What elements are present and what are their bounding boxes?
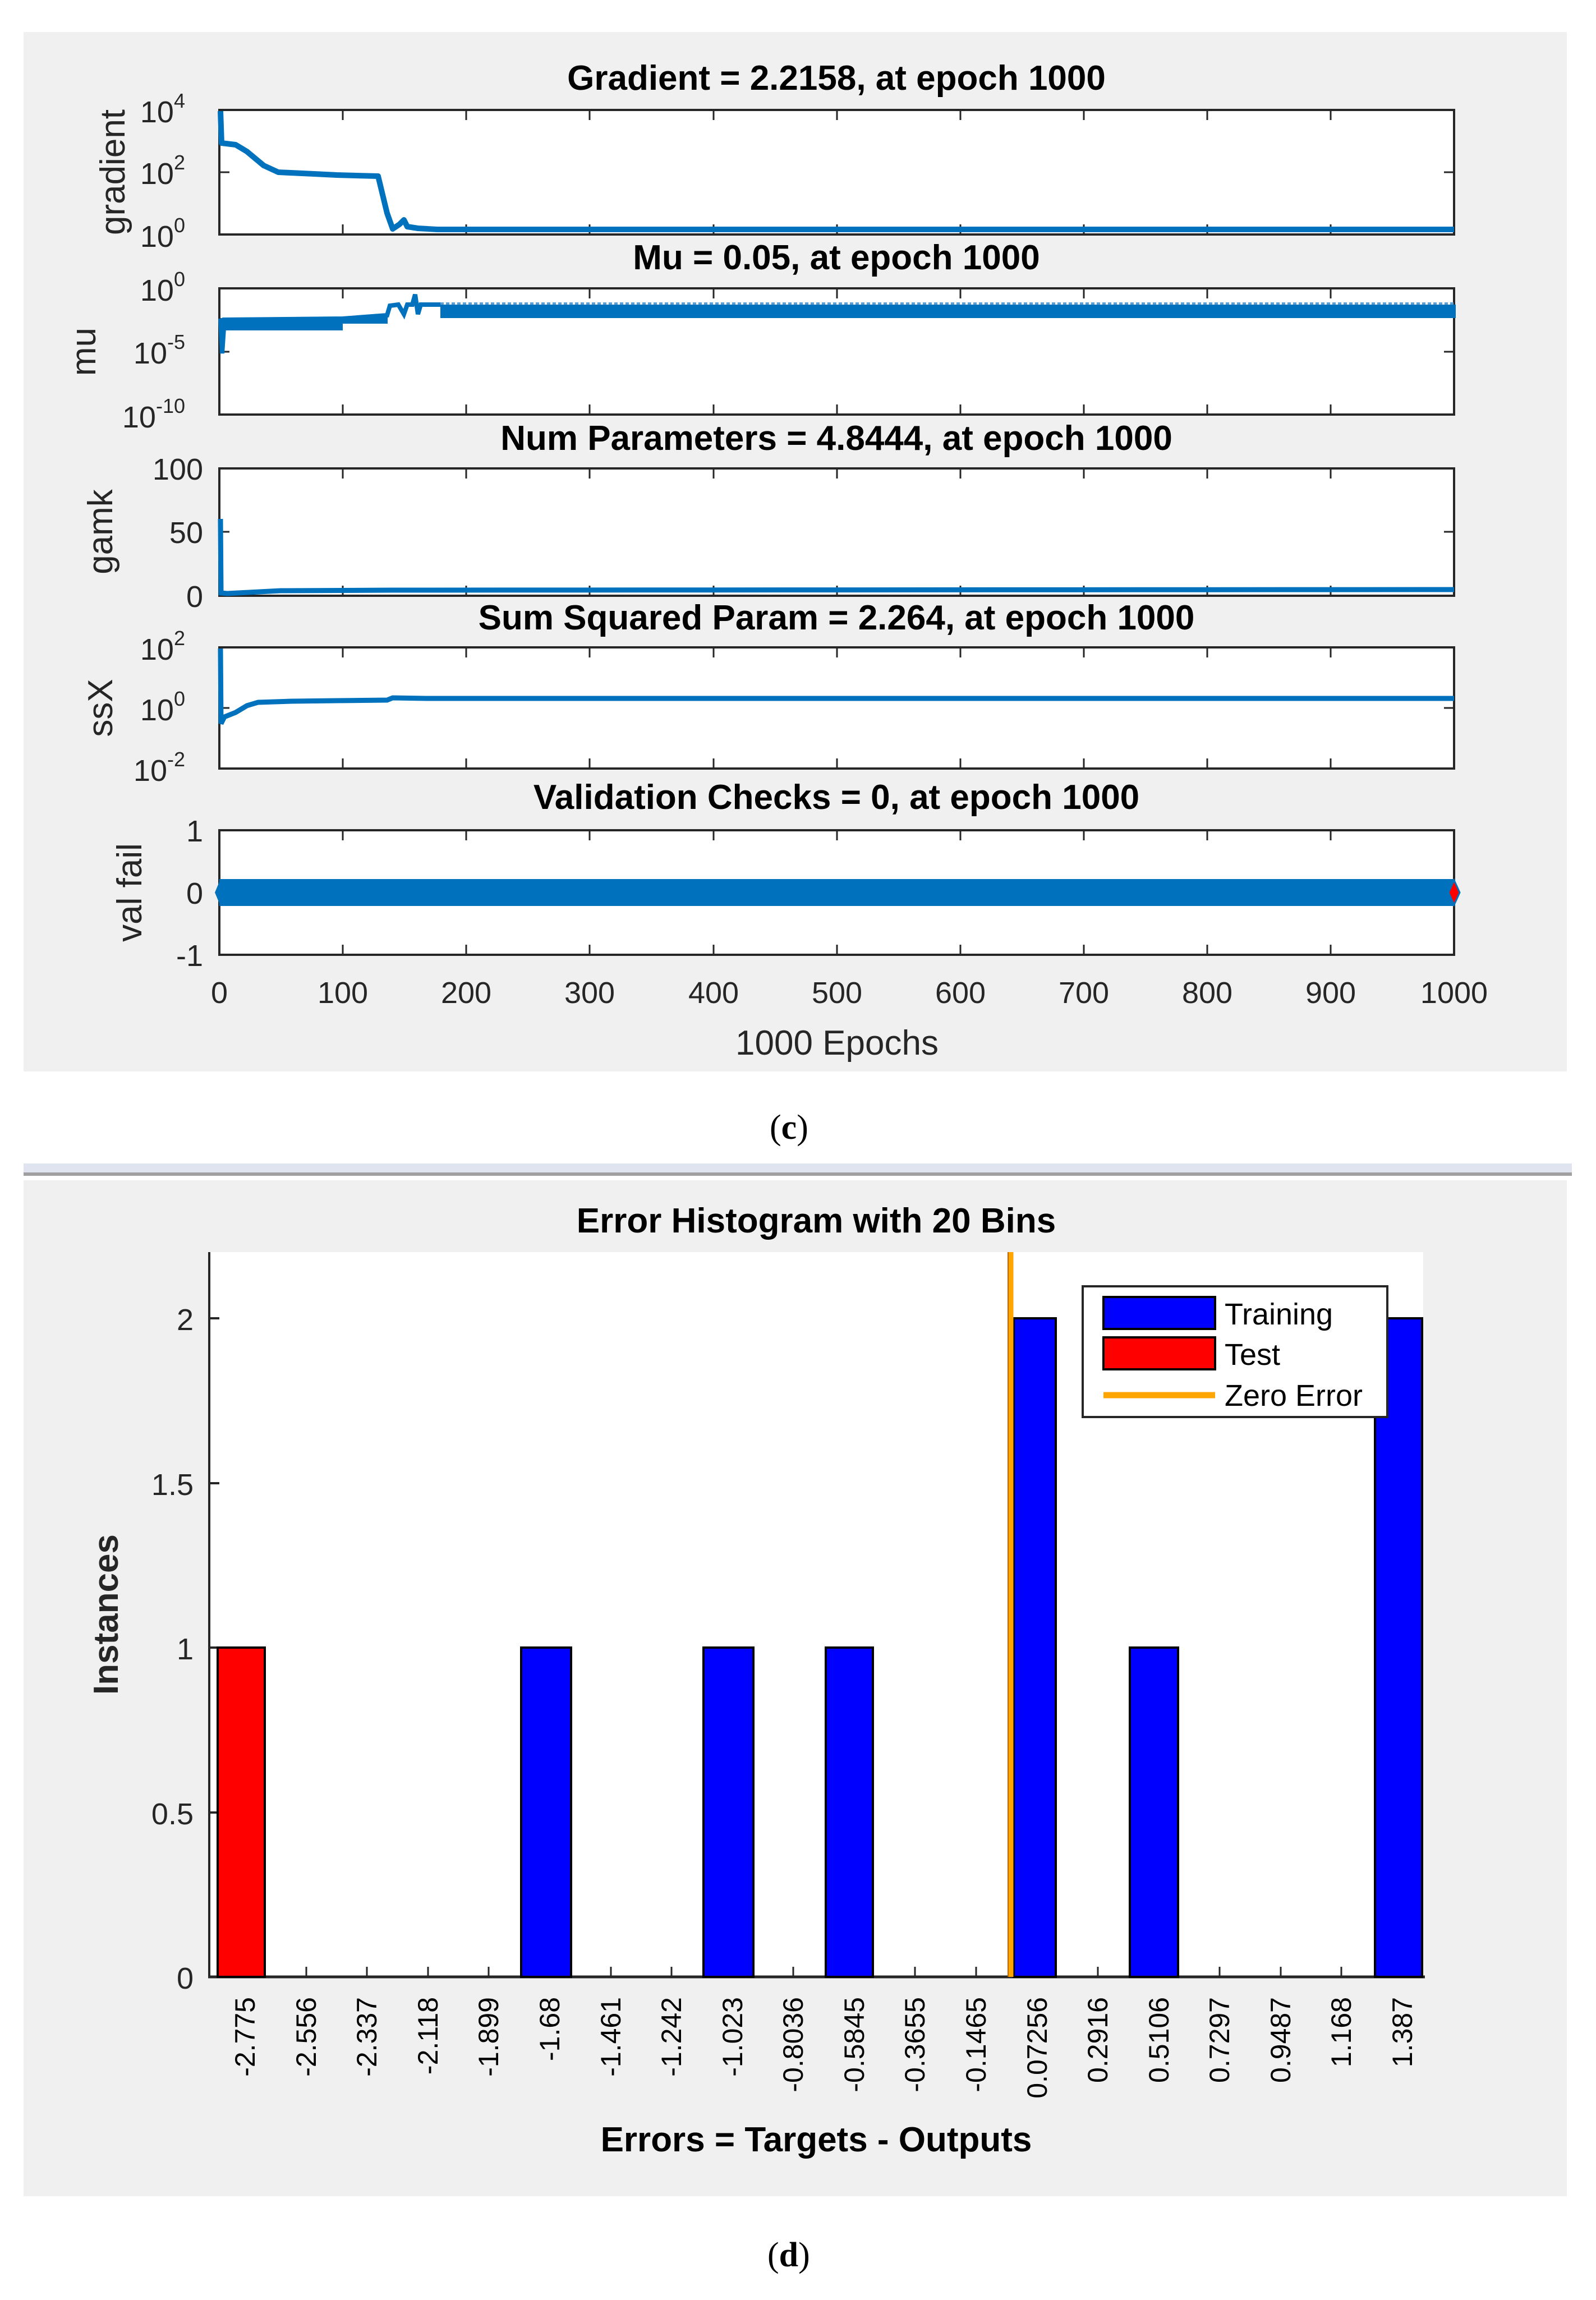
x-tick: -0.3655 <box>899 1997 931 2092</box>
x-tick: 0.07256 <box>1022 1997 1053 2099</box>
y-axis-label-gradient: gradient <box>94 109 132 236</box>
caption-paren-close: ) <box>797 1108 808 1147</box>
y-tick: 1 <box>176 1632 194 1666</box>
x-tick: -1.242 <box>656 1997 687 2077</box>
y-axis-label-ssx: ssX <box>81 679 120 737</box>
y-tick-val-1: 1 <box>186 815 203 848</box>
subplot-title-mu: Mu = 0.05, at epoch 1000 <box>633 238 1040 277</box>
histogram-legend[interactable] <box>1083 1286 1387 1417</box>
y-tick-gradient-1e2: $10^2$ <box>140 151 185 191</box>
caption-paren-close: ) <box>798 2236 810 2274</box>
histogram-bar-training[interactable] <box>703 1648 753 1977</box>
caption-paren-open: ( <box>767 2236 779 2274</box>
legend-label-zero-error: Zero Error <box>1225 1379 1363 1413</box>
x-tick: -0.8036 <box>778 1997 809 2092</box>
histogram-bar-training[interactable] <box>521 1648 571 1977</box>
x-tick: -0.5845 <box>839 1997 870 2092</box>
x-tick: 600 <box>935 976 986 1010</box>
y-tick: 1.5 <box>151 1468 194 1502</box>
x-tick: -2.775 <box>229 1997 261 2077</box>
x-tick: 900 <box>1305 976 1356 1010</box>
histogram-bar-training[interactable] <box>1014 1318 1056 1977</box>
legend-swatch-test <box>1103 1337 1215 1369</box>
y-tick-val-0: 0 <box>186 877 203 910</box>
figure-d-caption <box>767 2235 810 2275</box>
x-tick: -1.899 <box>473 1997 504 2077</box>
x-tick: 700 <box>1058 976 1110 1010</box>
y-tick-mu-1e-5: $10^{-5}$ <box>133 330 185 370</box>
x-tick: 400 <box>688 976 739 1010</box>
x-tick: 300 <box>564 976 615 1010</box>
x-tick: 800 <box>1181 976 1233 1010</box>
x-tick: -2.556 <box>291 1997 322 2077</box>
x-tick: -2.118 <box>412 1997 444 2075</box>
y-tick-gamk-0: 0 <box>186 580 203 614</box>
x-axis-label-errors: Errors = Targets - Outputs <box>600 2120 1032 2159</box>
x-tick: 200 <box>440 976 492 1010</box>
y-axis-ticks-instances <box>151 1303 194 1995</box>
legend-swatch-training <box>1103 1297 1215 1329</box>
histogram-bar-training[interactable] <box>1130 1648 1178 1977</box>
x-tick: 500 <box>811 976 863 1010</box>
x-tick: -1.68 <box>534 1997 565 2061</box>
x-tick: -1.461 <box>595 1997 627 2077</box>
x-tick: 1.168 <box>1326 1997 1357 2068</box>
x-tick: 1000 <box>1420 976 1488 1010</box>
y-tick-ssx-1e0: $10^0$ <box>140 687 185 727</box>
y-tick: 0.5 <box>151 1797 194 1831</box>
y-axis-label-val-fail: val fail <box>111 843 149 942</box>
x-axis-label-epochs: 1000 Epochs <box>735 1024 939 1062</box>
x-tick: 0.5106 <box>1143 1997 1175 2083</box>
histogram-bar-training[interactable] <box>826 1648 873 1977</box>
x-tick: 0.2916 <box>1082 1997 1114 2083</box>
y-tick-gradient-1e4: $10^4$ <box>140 89 185 129</box>
x-tick: 0.7297 <box>1204 1997 1235 2083</box>
y-axis-label-gamk: gamk <box>81 489 120 574</box>
caption-paren-open: ( <box>770 1108 781 1147</box>
caption-letter: c <box>781 1108 797 1147</box>
y-axis-label-instances: Instances <box>87 1534 126 1695</box>
caption-letter: d <box>779 2236 799 2274</box>
x-tick: 1.387 <box>1387 1997 1418 2068</box>
y-axis-label-mu: mu <box>65 327 103 376</box>
subplot-title-gamk: Num Parameters = 4.8444, at epoch 1000 <box>500 419 1172 458</box>
x-axis-ticks-errors <box>229 1997 1418 2099</box>
y-tick-gamk-50: 50 <box>169 516 203 550</box>
y-tick-gamk-100: 100 <box>152 453 203 486</box>
y-tick-mu-1e-10: $10^{-10}$ <box>122 394 185 434</box>
y-tick-gradient-1e0: $10^0$ <box>140 214 185 254</box>
x-tick: 100 <box>317 976 369 1010</box>
y-tick-val-neg1: -1 <box>176 939 203 973</box>
legend-label-training: Training <box>1225 1298 1333 1331</box>
y-tick-ssx-1e2: $10^2$ <box>140 627 185 666</box>
x-tick: -2.337 <box>351 1997 383 2077</box>
x-tick: -0.1465 <box>960 1997 992 2092</box>
y-tick: 0 <box>176 1962 194 1995</box>
x-tick: -1.023 <box>717 1997 748 2077</box>
y-tick: 2 <box>176 1303 194 1337</box>
histogram-bar-test[interactable] <box>218 1648 265 1977</box>
x-tick: 0 <box>210 976 228 1010</box>
legend-label-test: Test <box>1225 1338 1281 1372</box>
y-tick-ssx-1e-2: $10^{-2}$ <box>133 748 185 788</box>
subplot-title-val-fail: Validation Checks = 0, at epoch 1000 <box>533 778 1140 817</box>
x-tick: 0.9487 <box>1265 1997 1296 2083</box>
subplot-title-gradient: Gradient = 2.2158, at epoch 1000 <box>567 59 1106 98</box>
histogram-title: Error Histogram with 20 Bins <box>576 1202 1056 1240</box>
y-tick-mu-1e0: $10^0$ <box>140 268 185 307</box>
subplot-title-ssx: Sum Squared Param = 2.264, at epoch 1000 <box>478 599 1195 637</box>
